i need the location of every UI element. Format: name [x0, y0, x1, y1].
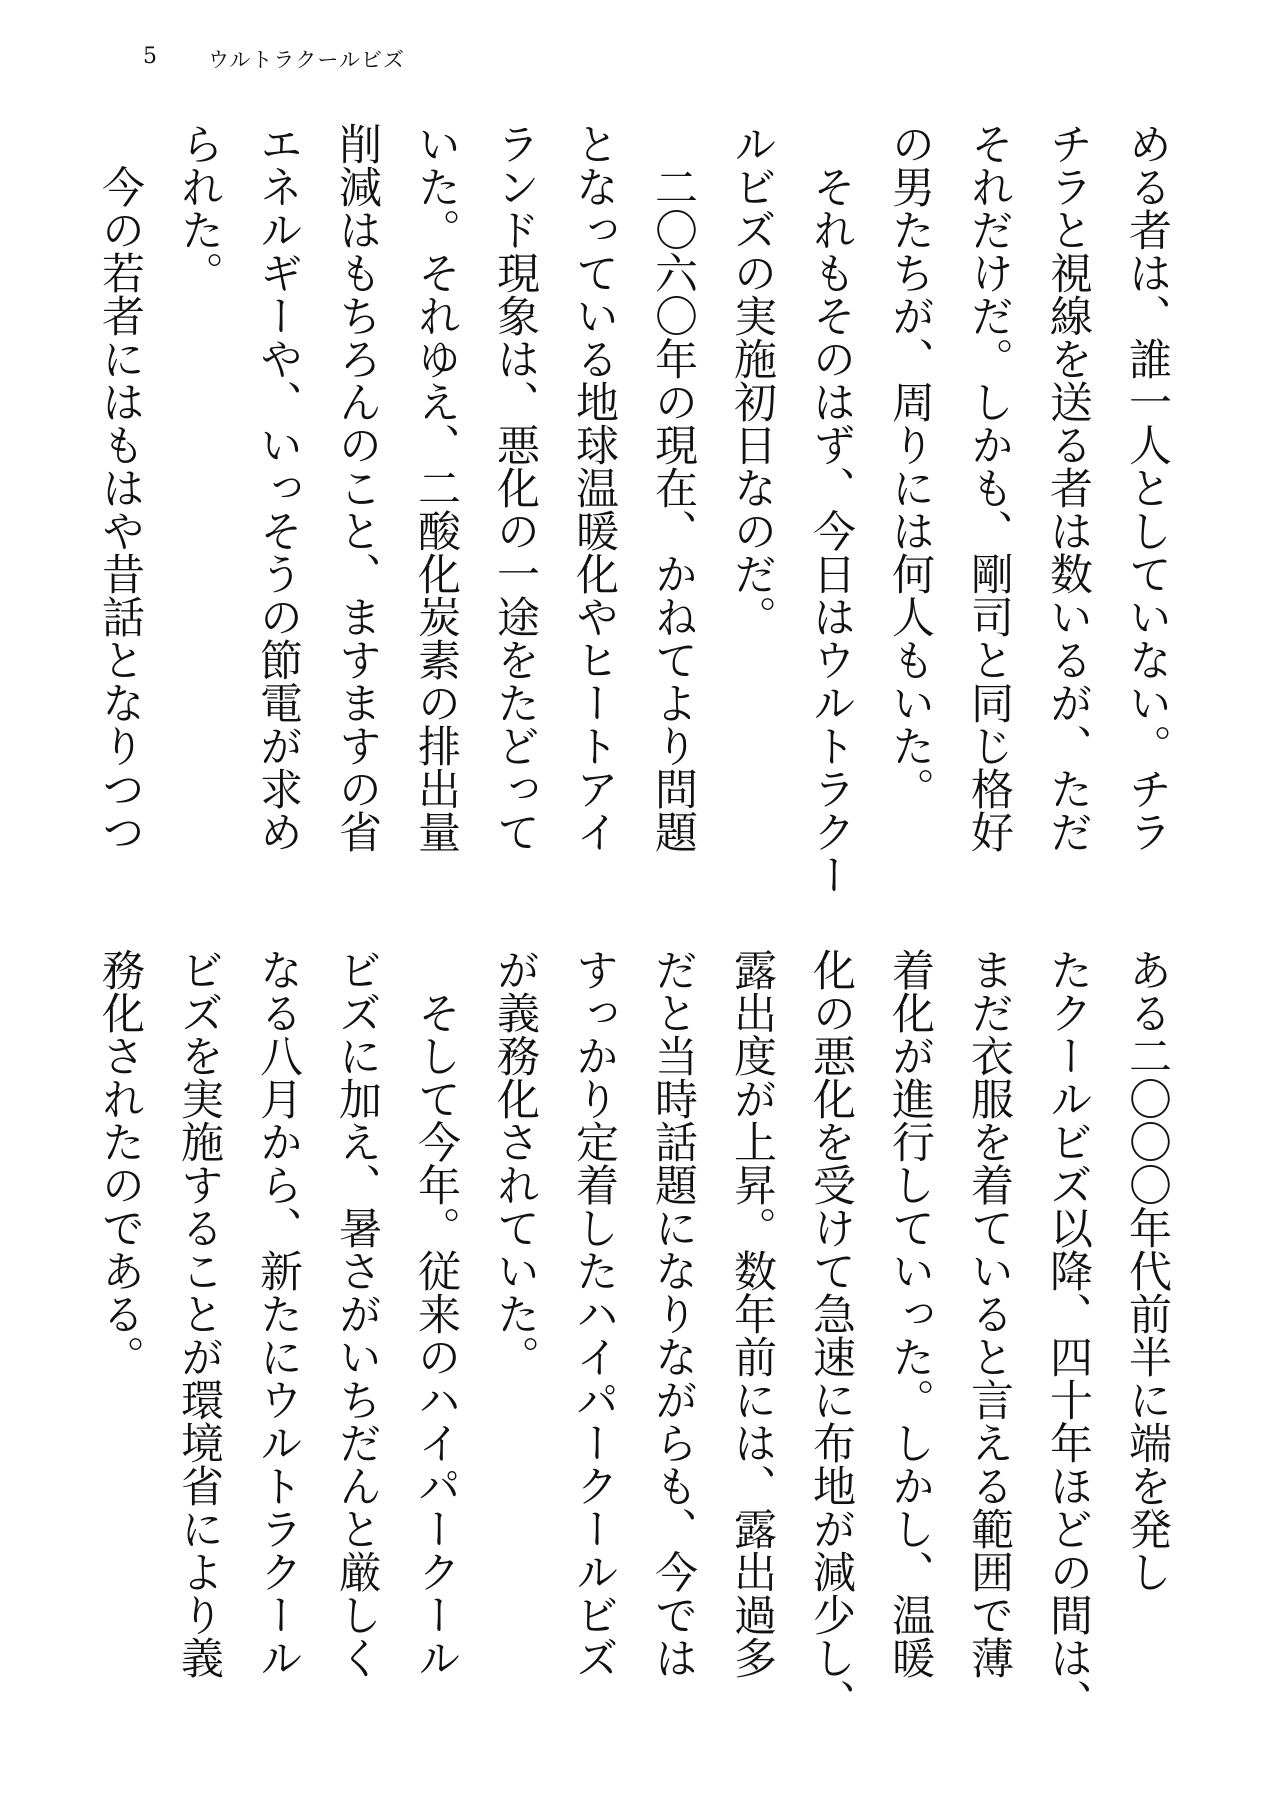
text-column: 露出度が上昇。数年前には、露出過多 — [727, 948, 777, 1679]
text-column: まだ衣服を着ていると言える範囲で薄 — [964, 948, 1014, 1679]
text-column: 削減はもちろんのこと、ますますの省 — [332, 122, 382, 853]
text-column: める者は、誰一人としていない。チラ — [1122, 122, 1172, 853]
text-column: すっかり定着したハイパークールビズ — [569, 948, 619, 1679]
text-column: いた。それゆえ、二酸化炭素の排出量 — [411, 122, 461, 853]
page-number: 5 — [143, 44, 157, 69]
text-block-bottom — [80, 948, 1186, 1728]
text-column: それだけだ。しかも、剛司と同じ格好 — [964, 122, 1014, 853]
text-column: 今の若者にはもはや昔話となりつつ — [95, 122, 145, 853]
text-column: となっている地球温暖化やヒートアイ — [569, 122, 619, 853]
text-column: たクールビズ以降、四十年ほどの間は、 — [1043, 948, 1093, 1722]
text-column: ある二〇〇〇年代前半に端を発し — [1122, 948, 1172, 1593]
text-block-top — [80, 122, 1186, 896]
text-column: の男たちが、周りには何人もいた。 — [885, 122, 935, 810]
text-column: それもそのはず、今日はウルトラクー — [806, 122, 856, 896]
text-column: 化の悪化を受けて急速に布地が減少し、 — [806, 948, 856, 1722]
text-column: エネルギーや、いっそうの節電が求め — [253, 122, 303, 853]
text-column: だと当時話題になりながらも、今では — [648, 948, 698, 1679]
text-column: ビズに加え、暑さがいちだんと厳しく — [332, 948, 382, 1679]
text-column: 務化されたのである。 — [95, 948, 145, 1378]
text-column: 着化が進行していった。しかし、温暖 — [885, 948, 935, 1679]
text-column: なる八月から、新たにウルトラクール — [253, 948, 303, 1679]
text-column: ランド現象は、悪化の一途をたどって — [490, 122, 540, 853]
text-column: られた。 — [174, 122, 224, 294]
text-column: ルビズの実施初日なのだ。 — [727, 122, 777, 638]
text-column: チラと視線を送る者は数いるが、ただ — [1043, 122, 1093, 853]
text-column: ビズを実施することが環境省により義 — [174, 948, 224, 1679]
text-column: そして今年。従来のハイパークール — [411, 948, 461, 1679]
text-column: が義務化されていた。 — [490, 948, 540, 1378]
text-column: 二〇六〇年の現在、かねてより問題 — [648, 122, 698, 853]
running-title: ウルトラクールビズ — [208, 48, 405, 72]
